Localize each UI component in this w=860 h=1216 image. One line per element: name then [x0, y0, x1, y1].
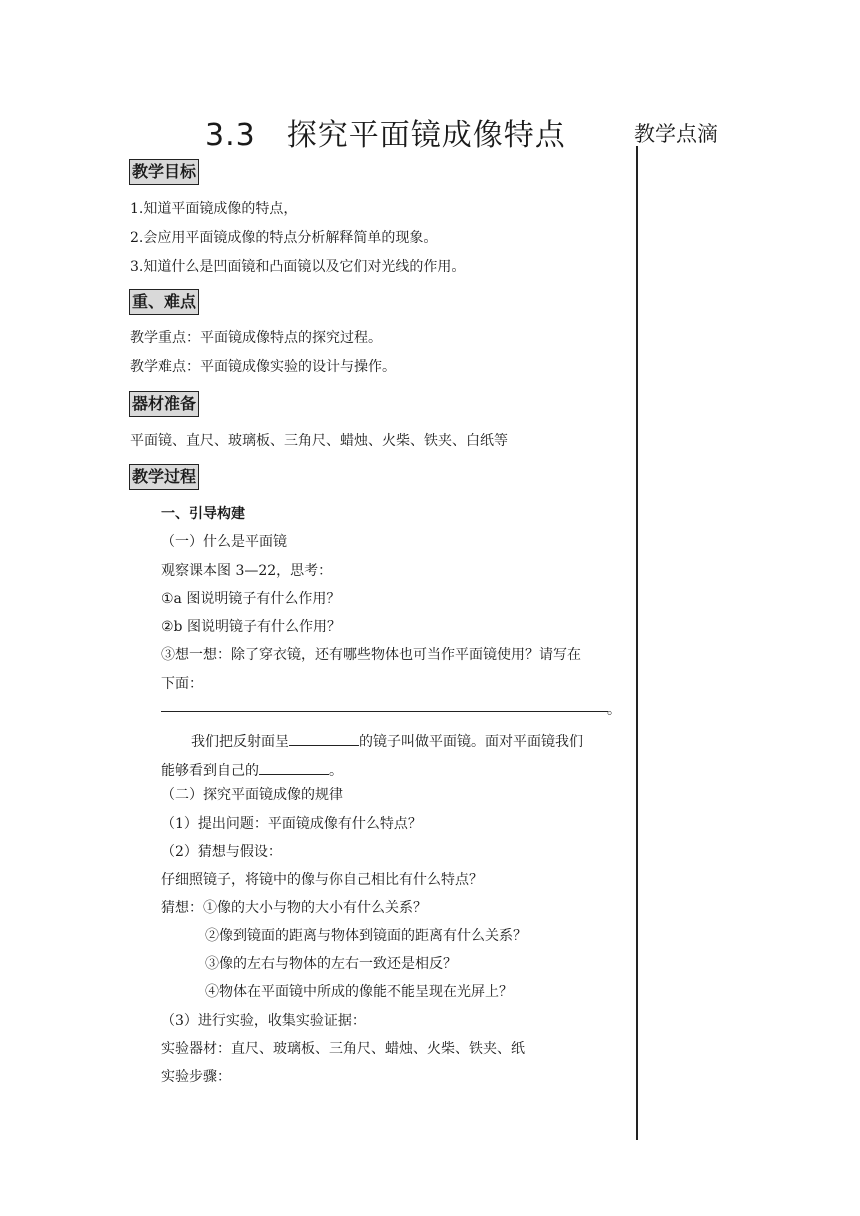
question-item: ③想一想：除了穿衣镜，还有哪些物体也可当作平面镜使用？请写在 — [161, 647, 581, 663]
fill-text: 能够看到自己的 — [161, 763, 259, 779]
text-line: 观察课本图 3—22，思考： — [161, 563, 333, 579]
guess-item: ④物体在平面镜中所成的像能不能呈现在光屏上？ — [205, 984, 513, 1000]
materials-list: 平面镜、直尺、玻璃板、三角尺、蜡烛、火柴、铁夹、白纸等 — [130, 433, 508, 449]
fill-text: 的镜子叫做平面镜。面对平面镜我们 — [359, 734, 583, 750]
step-item: （1）提出问题：平面镜成像有什么特点？ — [161, 816, 422, 832]
side-column-title: 教学点滴 — [634, 122, 718, 146]
goal-item: 2.会应用平面镜成像的特点分析解释简单的现象。 — [130, 230, 438, 246]
guess-item: ③像的左右与物体的左右一致还是相反？ — [205, 956, 457, 972]
difficult-point: 教学难点：平面镜成像实验的设计与操作。 — [130, 359, 396, 375]
goal-item: 3.知道什么是凹面镜和凸面镜以及它们对光线的作用。 — [130, 259, 466, 275]
key-point: 教学重点：平面镜成像特点的探究过程。 — [130, 330, 382, 346]
text-line: 仔细照镜子，将镜中的像与你自己相比有什么特点？ — [161, 872, 483, 888]
question-item: ②b 图说明镜子有什么作用？ — [161, 619, 341, 635]
subheading: （二）探究平面镜成像的规律 — [161, 787, 343, 803]
fill-blank — [259, 760, 329, 775]
line-end-mark: 。 — [607, 702, 621, 718]
page-title: 3.3 探究平面镜成像特点 — [205, 118, 566, 153]
step-item: （3）进行实验，收集实验证据： — [161, 1013, 366, 1029]
fill-in-sentence — [191, 731, 583, 751]
guess-item: ②像到镜面的距离与物体到镜面的距离有什么关系？ — [205, 928, 527, 944]
subheading: （一）什么是平面镜 — [161, 534, 287, 550]
column-divider — [636, 146, 638, 1140]
fill-blank — [289, 731, 359, 746]
text-line: 实验步骤： — [161, 1069, 231, 1085]
goal-item: 1.知道平面镜成像的特点， — [130, 201, 298, 217]
answer-line — [161, 711, 608, 712]
text-line: 实验器材：直尺、玻璃板、三角尺、蜡烛、火柴、铁夹、纸 — [161, 1041, 525, 1057]
fill-text: 。 — [329, 763, 343, 779]
fill-text: 我们把反射面呈 — [191, 734, 289, 750]
fill-in-sentence — [161, 760, 343, 780]
section-label-keys: 重、难点 — [129, 289, 199, 315]
text-line: 下面： — [161, 676, 203, 692]
section-label-process: 教学过程 — [129, 464, 199, 490]
process-heading: 一、引导构建 — [161, 506, 245, 522]
step-item: （2）猜想与假设： — [161, 844, 282, 860]
section-label-goals: 教学目标 — [129, 159, 199, 185]
question-item: ①a 图说明镜子有什么作用？ — [161, 591, 341, 607]
section-label-materials: 器材准备 — [129, 391, 199, 417]
guess-item: 猜想：①像的大小与物的大小有什么关系？ — [161, 900, 427, 916]
